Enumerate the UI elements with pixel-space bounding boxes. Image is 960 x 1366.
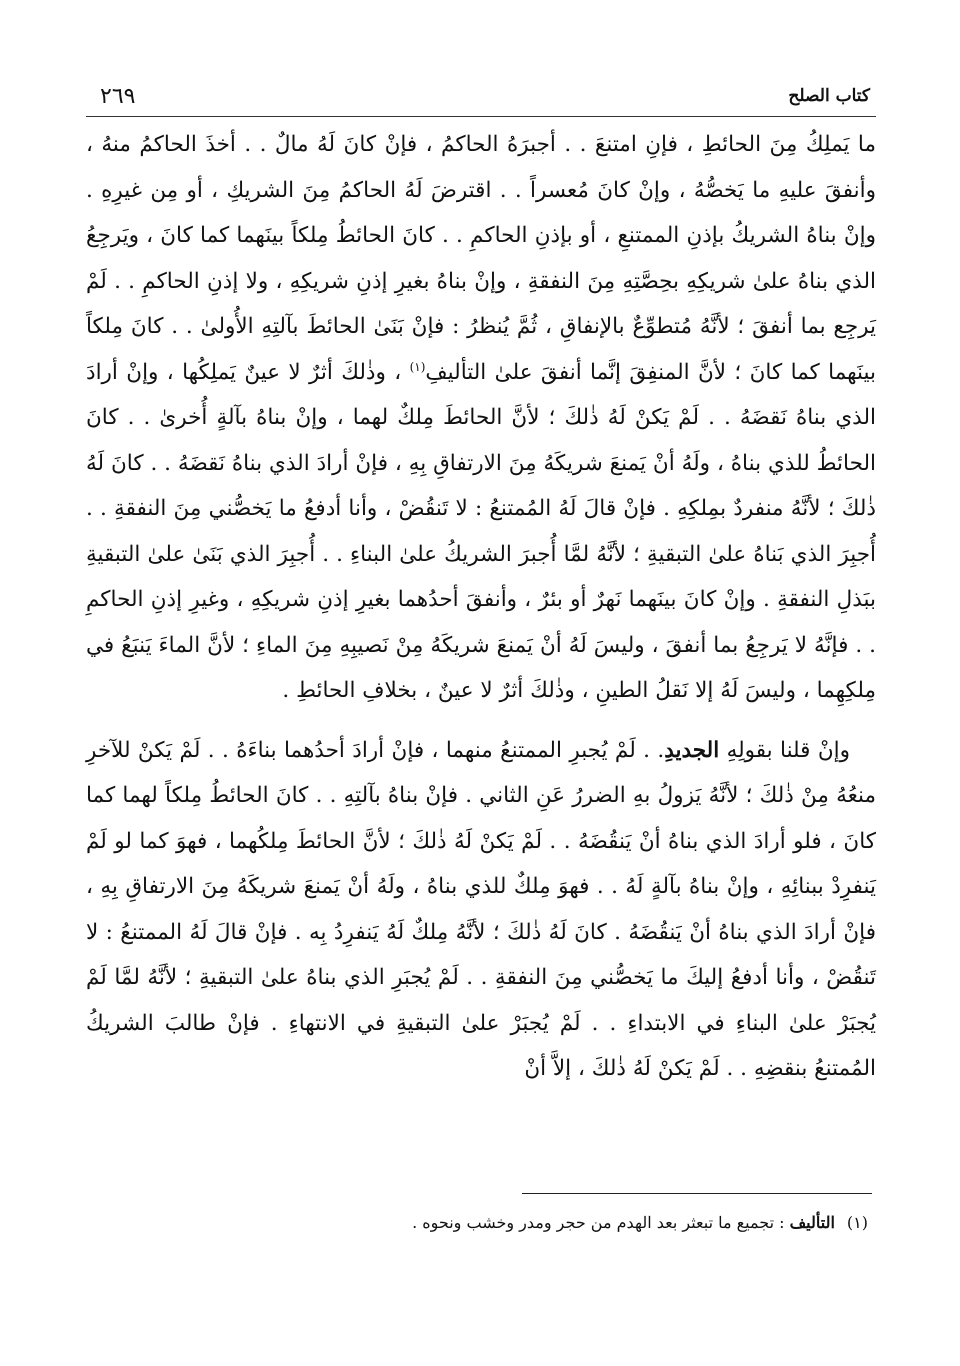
footnote xyxy=(86,1208,868,1238)
paragraph-1 xyxy=(86,122,876,714)
body-text xyxy=(86,122,876,1092)
footnote-term: التأليف xyxy=(789,1213,835,1232)
paragraph-1-text: ما يَملِكُ مِنَ الحائطِ ، فإنِ امتنعَ . . أجبرَهُ الحاكمُ ، فإنْ كانَ لَهُ مالٌ . . أخذَ الحاكمُ منهُ ، وأنفقَ عليهِ ما يَخصُّهُ ، وإنْ كانَ مُعسراً . . اقترضَ لَهُ الحاكمُ مِنَ الشريكِ ، أو مِن غيرِهِ . وإنْ بناهُ الشريكُ بإذنِ الممتنعِ ، أو بإذنِ الحاكمِ . . كانَ الحائطُ مِلكاً بينَهما كما كانَ ، ويَرجِعُ الذي بناهُ علىٰ شريكِهِ بحِصَّتِهِ مِنَ النفقةِ ، وإنْ بناهُ بغيرِ إذنِ شريكِهِ ، ولا إذنِ الحاكمِ . . لَمْ يَرجِع بما أنفقَ ؛ لأنَّهُ مُتطوِّعٌ بالإنفاقِ ، ثُمَّ يُنظرُ : فإنْ بَنَىٰ الحائطَ بآلتِهِ الأُولىٰ . . كانَ مِلكاً بينَهما كما كانَ ؛ لأنَّ المنفِقَ إنَّما أنفقَ علىٰ التأليفِ xyxy=(86,132,877,385)
footnote-text: : تجميع ما تبعثر بعد الهدم من حجر ومدر وخشب ونحوه . xyxy=(412,1213,785,1232)
paragraph-2 xyxy=(86,728,876,1092)
paragraph-2-text: . . لَمْ يُجبرِ الممتنعُ منهما ، فإنْ أرادَ أحدُهما بناءَهُ . . لَمْ يَكنْ للآخرِ منعُهُ مِنْ ذٰلكَ ؛ لأنَّهُ يَزولُ بهِ الضررُ عَنِ الثاني . فإنْ بناهُ بآلتِهِ . . كانَ الحائطُ مِلكاً لهما كما كانَ ، فلو أرادَ الذي بناهُ أنْ يَنقُضَهُ . . لَمْ يَكنْ لَهُ ذٰلكَ ؛ لأنَّ الحائطَ مِلكُهما ، فهوَ كما لو لَمْ يَنفرِدْ ببنائِهِ ، وإنْ بناهُ بآلةٍ لَهُ . . فهوَ مِلكٌ للذي بناهُ ، ولَهُ أنْ يَمنعَ شريكَهُ مِنَ الارتفاقِ بِهِ ، فإنْ أرادَ الذي بناهُ أنْ يَنقُضَهُ . كانَ لَهُ ذٰلكَ ؛ لأنَّهُ مِلكٌ لَهُ يَنفرِدُ بِه . فإنْ قالَ لَهُ الممتنعُ : لا تَنقُضْ ، وأنا أدفعُ إليكَ ما يَخصُّني مِنَ النفقةِ . . لَمْ يُجبَرِ الذي بناهُ علىٰ التبقيةِ ؛ لأنَّهُ لمَّا لَمْ يُجبَرْ علىٰ البناءِ في الابتداءِ . . لَمْ يُجبَرْ علىٰ التبقيةِ في الانتهاءِ . فإنْ طالبَ الشريكُ المُمتنعُ بنقضِهِ . . لَمْ يَكنْ لَهُ ذٰلكَ ، إلاَّ أنْ xyxy=(86,737,876,1081)
paragraph-1-text-cont: ، وذٰلكَ أثرٌ لا عينٌ يَملِكُها ، وإنْ أرادَ الذي بناهُ نَقضَهُ . . لَمْ يَكنْ لَهُ ذٰلكَ ؛ لأنَّ الحائطَ مِلكٌ لهما ، وإنْ بناهُ بآلةٍ أُخرىٰ . . كانَ الحائطُ للذي بناهُ ، ولَهُ أنْ يَمنعَ شريكَهُ مِنَ الارتفاقِ بِهِ ، فإنْ أرادَ الذي بناهُ نَقضَهُ . . كانَ لَهُ ذٰلكَ ؛ لأنَّهُ منفردٌ بمِلكِهِ . فإنْ قالَ لَهُ المُمتنعُ : لا تَنقُضْ ، وأنا أدفعُ ما يَخصُّني مِنَ النفقةِ . . أُجبِرَ الذي بَناهُ علىٰ التبقيةِ ؛ لأنَّهُ لمَّا أُجبرَ الشريكُ علىٰ البناءِ . . أُجبِرَ الذي بَنَىٰ علىٰ التبقيةِ ببَذلِ النفقةِ . وإنْ كانَ بينَهما نَهرٌ أو بئرٌ ، وأنفقَ أحدُهما بغيرِ إذنِ شريكِهِ ، وغيرِ إذنِ الحاكمِ . . فإنَّهُ لا يَرجِعُ بما أنفقَ ، وليسَ لَهُ أنْ يَمنعَ شريكَهُ مِنْ نَصيبِهِ مِنَ الماءِ ؛ لأنَّ الماءَ يَنبَعُ في مِلكِهِما ، وليسَ لَهُ إلا نَقلُ الطينِ ، وذٰلكَ أثرٌ لا عينٌ ، بخلافِ الحائطِ . xyxy=(86,359,876,703)
running-header xyxy=(86,80,876,117)
footnote-reference[interactable]: (١) xyxy=(409,359,426,374)
paragraph-2-lead: وإنْ قلنا بقولِهِ xyxy=(726,737,850,763)
bold-term-aljadid: الجديدِ xyxy=(664,737,720,763)
footnote-number: (١) xyxy=(846,1213,868,1232)
footnote-separator xyxy=(522,1193,872,1194)
page-number: ٢٦٩ xyxy=(100,84,136,109)
book-page xyxy=(86,80,876,1310)
running-title: كتاب الصلح xyxy=(788,86,870,106)
